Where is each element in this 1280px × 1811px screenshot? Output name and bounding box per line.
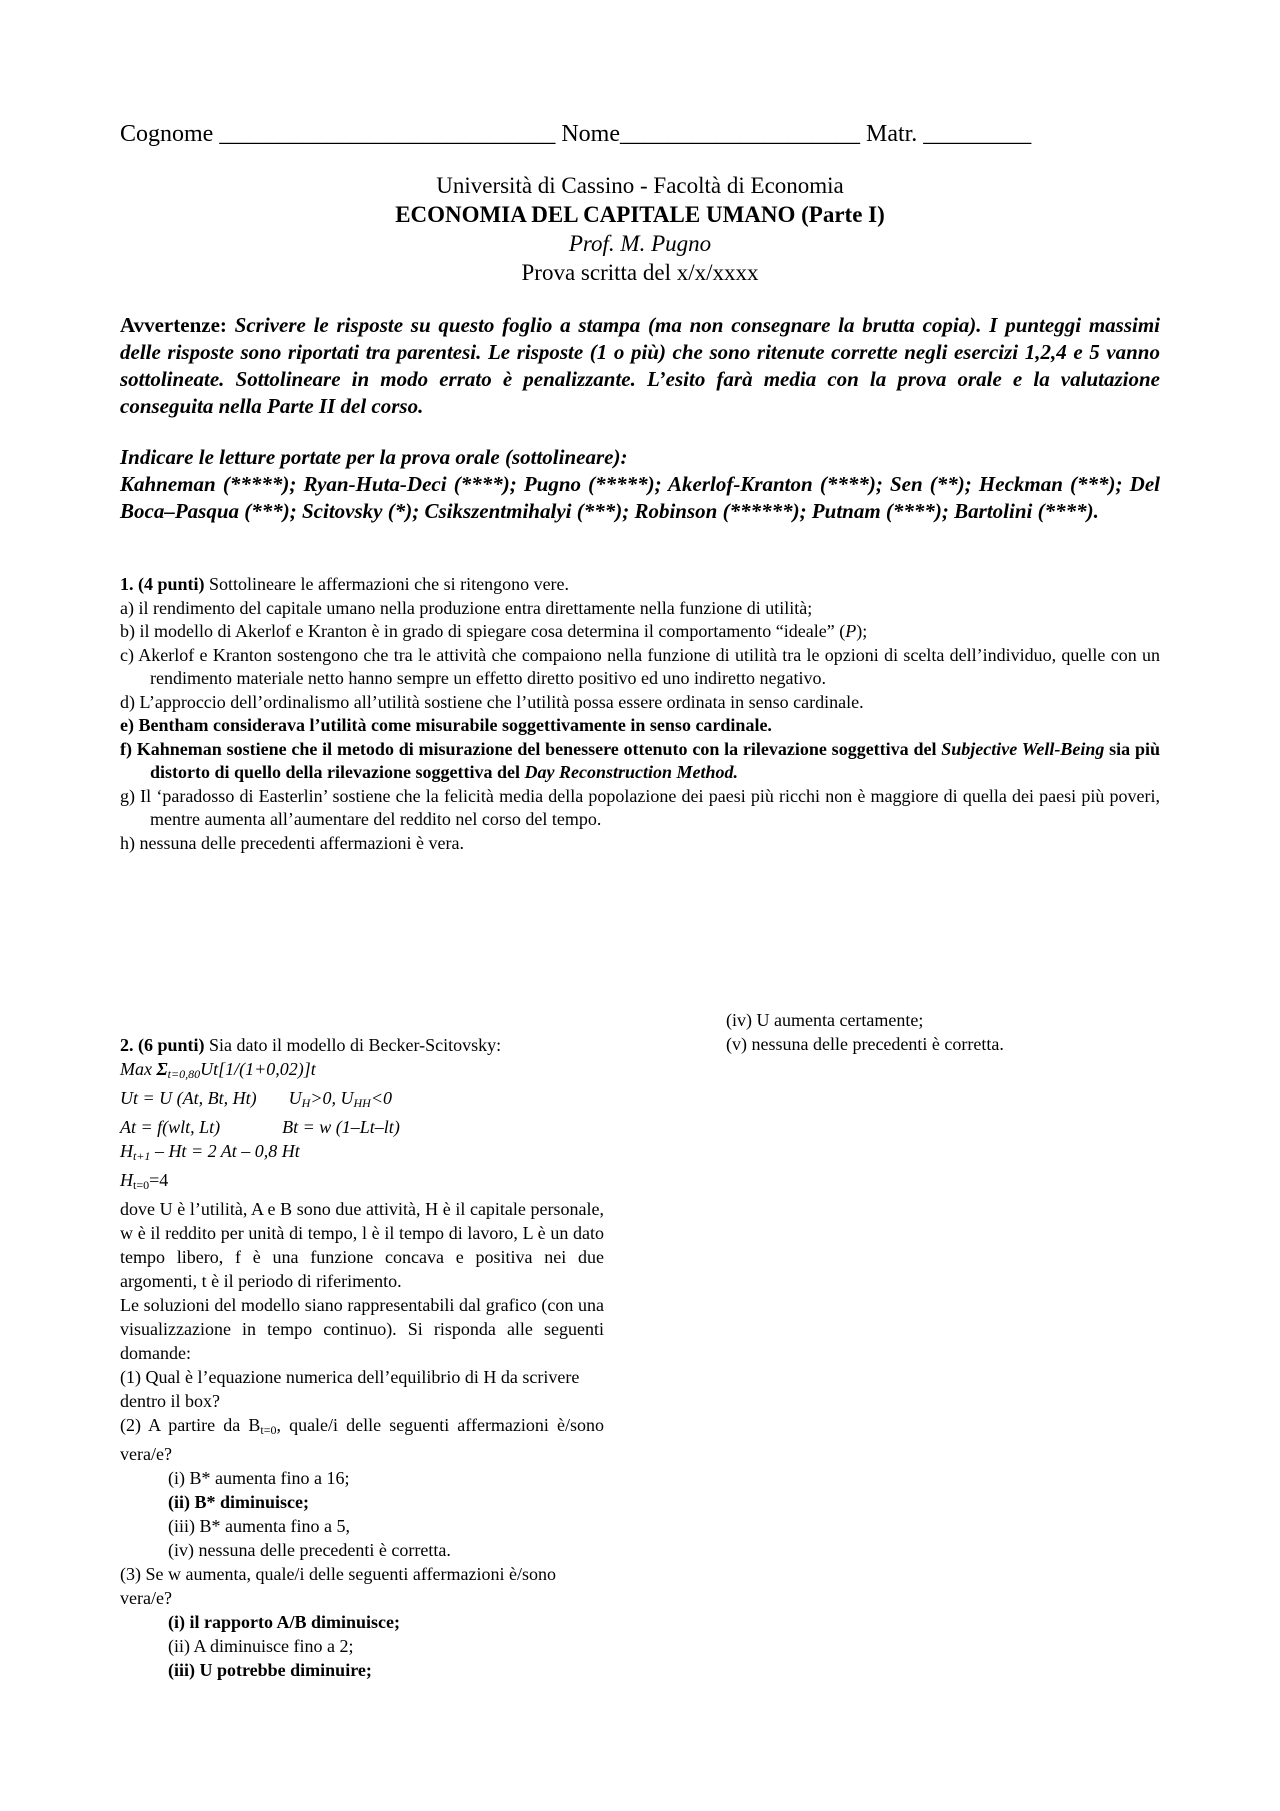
equation-initial — [120, 1168, 604, 1197]
notice-label: Avvertenze: — [120, 313, 227, 337]
eq-utility-def: Ut = U (At, Bt, Ht) — [120, 1088, 257, 1108]
eq-uh-cond: >0, — [310, 1088, 336, 1108]
eq-uhh-sub: HH — [353, 1096, 371, 1110]
equation-objective — [120, 1057, 604, 1086]
eq-uhh-cond: <0 — [370, 1088, 392, 1108]
sub3-option-i: (i) il rapporto A/B diminuisce; — [168, 1612, 401, 1632]
readings-list: Kahneman (*****); Ryan-Huta-Deci (****); Pugno (*****); Akerlof-Kranton (****); Sen (**); Heckman (***); Del Boca–Pasqua (***); Scitovsky (*); Csikszentmihalyi (***); Robinson (******); Putnam (****); Bartolini (****). — [120, 472, 1160, 523]
sigma-symbol: Σ — [156, 1059, 168, 1079]
question-1 — [120, 573, 1160, 855]
sub2-option-i: (i) B* aumenta fino a 16; — [168, 1468, 350, 1488]
statement-e: e) Bentham considerava l’utilità come misurabile soggettivamente in senso cardinale. — [120, 715, 772, 735]
statement-b — [120, 620, 1160, 644]
subquestion-2-text: (2) A partire da B — [120, 1415, 261, 1435]
equation-dynamics — [120, 1139, 604, 1168]
university-name: Università di Cassino - Facoltà di Economia — [436, 173, 844, 198]
subquestion-2-end: , quale/i delle seguenti affermazioni è/sono vera/e? — [120, 1415, 605, 1464]
sub3-option-iv: (iv) U aumenta certamente; — [726, 1010, 924, 1030]
equation-activities — [120, 1115, 604, 1139]
readings-heading: Indicare le letture portate per la prova orale (sottolineare): — [120, 445, 628, 469]
statement-f-drm: Day Reconstruction Method. — [524, 762, 738, 782]
statement-f-text: f) Kahneman sostiene che il metodo di misurazione del benessere ottenuto con la rilevazione soggettiva del — [120, 738, 937, 759]
sub3-option-iii: (iii) U potrebbe diminuire; — [168, 1660, 372, 1680]
eq-h0-value: =4 — [149, 1170, 169, 1190]
eq-h0: H — [120, 1170, 133, 1190]
sub2-option-ii: (ii) B* diminuisce; — [168, 1492, 310, 1512]
eq-b-def: Bt = w (1–Lt–lt) — [282, 1117, 400, 1137]
eq-h: H — [120, 1141, 133, 1161]
eq-uhh: U — [340, 1088, 354, 1108]
question-2-continued — [726, 1008, 1176, 1056]
sub2-option-iii: (iii) B* aumenta fino a 5, — [168, 1516, 350, 1536]
sub2-option-iv: (iv) nessuna delle precedenti è corretta. — [168, 1540, 451, 1560]
eq-sum-range: t=0,80 — [167, 1067, 201, 1081]
statement-b-text: b) il modello di Akerlof e Kranton è in grado di spiegare cosa determina il comportamento “ideale” ( — [120, 621, 846, 641]
subquestion-2-sub: t=0 — [260, 1423, 277, 1437]
student-info-line: Cognome ____________________________ Nome____________________ Matr. _________ — [120, 121, 1032, 147]
model-solutions: Le soluzioni del modello siano rappresentabili dal grafico (con una visualizzazione in tempo continuo). Si risponda alle seguenti domande: — [120, 1295, 604, 1363]
statement-g: g) Il ‘paradosso di Easterlin’ sostiene che la felicità media della popolazione dei paesi più ricchi non è maggiore di quella dei paesi più poveri, mentre aumenta all’aumentare del reddito nel corso del tempo. — [120, 785, 1160, 829]
eq-uh: U — [288, 1088, 302, 1108]
statement-b-end: ); — [856, 621, 868, 641]
question-2-intro: Sia dato il modello di Becker-Scitovsky: — [209, 1035, 502, 1055]
statement-b-var: P — [845, 621, 857, 641]
equation-utility — [120, 1086, 604, 1115]
statement-c: c) Akerlof e Kranton sostengono che tra le attività che compaiono nella funzione di utilità tra le opzioni di scelta dell’individuo, quelle con un rendimento materiale netto hanno sempre un effetto diretto positivo ed uno indiretto negativo. — [120, 644, 1160, 688]
subquestion-1: (1) Qual è l’equazione numerica dell’equilibrio di H da scrivere dentro il box? — [120, 1367, 580, 1411]
eq-a-def: At = f(wlt, Lt) — [120, 1117, 221, 1137]
question-1-intro: Sottolineare le affermazioni che si ritengono vere. — [209, 574, 570, 594]
professor-name: Prof. M. Pugno — [568, 231, 712, 256]
eq-h0-sub: t=0 — [133, 1178, 150, 1192]
statement-f-mid: sia più distorto di quello della rilevazione soggettiva del — [150, 738, 1160, 782]
eq-sum-body: Ut[1/(1+0,02)]t — [200, 1059, 316, 1079]
readings-section — [120, 444, 1160, 525]
question-2 — [120, 1033, 604, 1682]
question-2-label: 2. (6 punti) — [120, 1035, 205, 1055]
model-description: dove U è l’utilità, A e B sono due attività, H è il capitale personale, w è il reddito per unità di tempo, l è il tempo di lavoro, L è un dato tempo libero, f è una funzione concava e positiva nei due argomenti, t è il periodo di riferimento. — [120, 1199, 604, 1291]
course-title: ECONOMIA DEL CAPITALE UMANO (Parte I) — [395, 202, 885, 227]
eq-uh-sub: H — [301, 1096, 311, 1110]
notice-paragraph — [120, 312, 1160, 420]
question-2-header — [120, 1033, 604, 1057]
statement-d: d) L’approccio dell’ordinalismo all’utilità sostiene che l’utilità possa essere ordinata in senso cardinale. — [120, 691, 864, 712]
statement-f — [120, 738, 1160, 785]
sub3-option-ii: (ii) A diminuisce fino a 2; — [168, 1636, 354, 1656]
question-1-label: 1. (4 punti) — [120, 574, 205, 594]
statement-f-swb: Subjective Well-Being — [941, 738, 1105, 759]
subquestion-2 — [120, 1413, 604, 1466]
sub3-option-v: (v) nessuna delle precedenti è corretta. — [726, 1034, 1004, 1054]
statement-a: a) il rendimento del capitale umano nella produzione entra direttamente nella funzione di utilità; — [120, 597, 813, 618]
eq-max: Max — [120, 1059, 152, 1079]
exam-date: Prova scritta del x/x/xxxx — [521, 260, 759, 285]
statement-h: h) nessuna delle precedenti affermazioni è vera. — [120, 832, 464, 853]
question-1-header — [120, 573, 1160, 597]
notice-text: Scrivere le risposte su questo foglio a stampa (ma non consegnare la brutta copia). I punteggi massimi delle risposte sono riportati tra parentesi. Le risposte (1 o più) che sono ritenute corrette negli esercizi 1,2,4 e 5 vanno sottolineate. Sottolineare in modo errato è penalizzante. L’esito farà media con la prova orale e la valutazione conseguita nella Parte II del corso. — [120, 313, 1160, 418]
eq-h-sub: t+1 — [133, 1149, 151, 1163]
subquestion-3: (3) Se w aumenta, quale/i delle seguenti affermazioni è/sono vera/e? — [120, 1564, 557, 1608]
eq-h-dynamics: – Ht = 2 At – 0,8 Ht — [154, 1141, 300, 1161]
title-block — [0, 171, 1280, 287]
